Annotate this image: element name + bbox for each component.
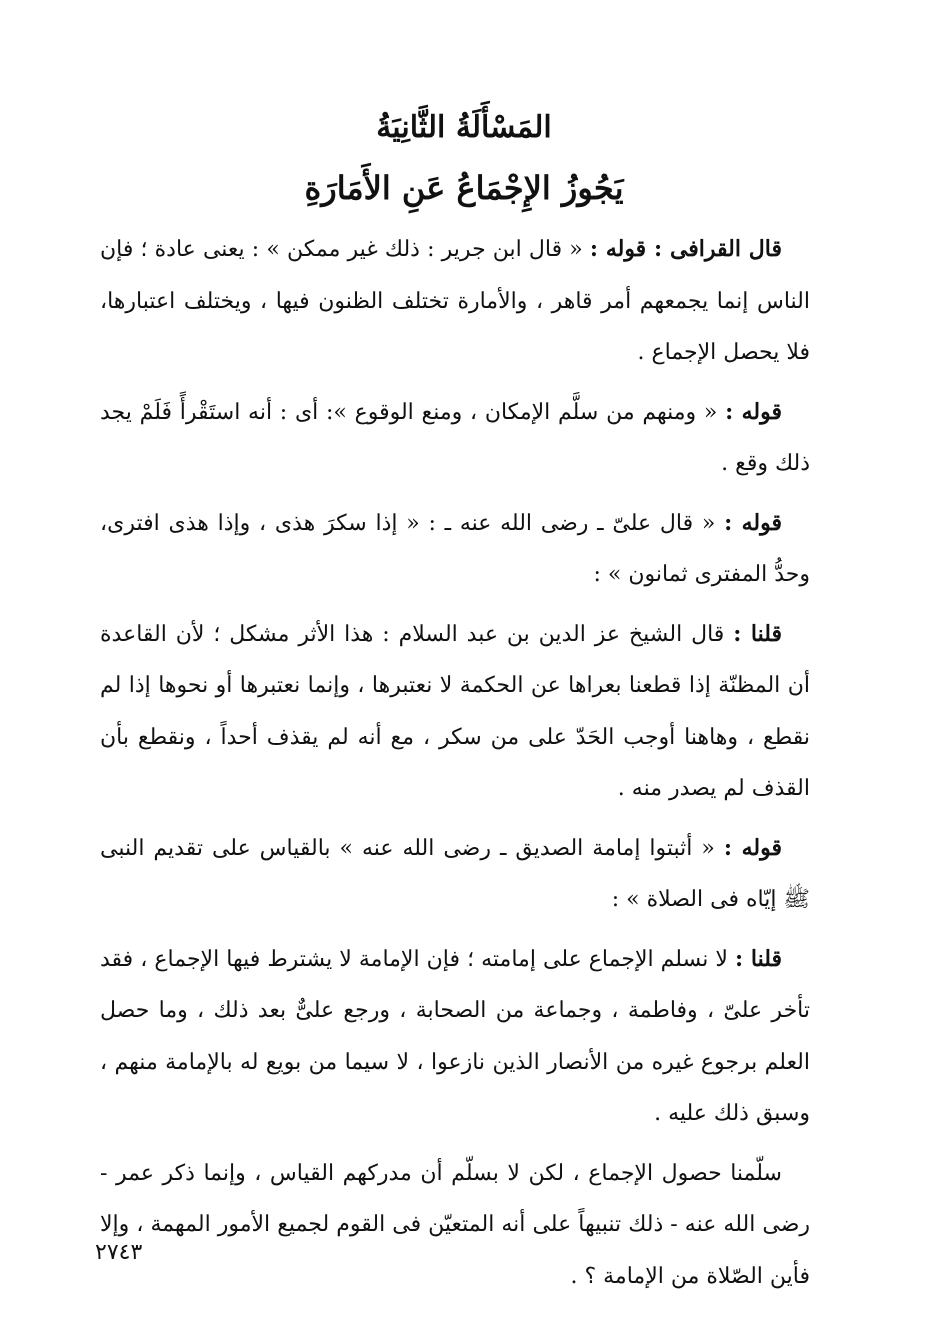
paragraph [100,498,810,601]
paragraph-text: « قال ابن جرير : ذلك غير ممكن » : يعنى عادة ؛ فإن الناس إنما يجمعهم أمر قاهر ، والأمارة تختلف الظنون فيها ، ويختلف اعتبارها، فلا يحصل الإجماع . [100,237,810,365]
paragraph-lead: قلنا : [733,620,783,647]
paragraph [100,224,810,379]
paragraph-text: « أثبتوا إمامة الصديق ـ رضى الله عنه » بالقياس على تقديم النبى ﷺ إيّاه فى الصلاة » : [100,835,810,912]
page-number: ٢٧٤٣ [95,1240,143,1265]
paragraph [100,934,810,1140]
paragraph-lead: قوله : [725,398,782,425]
paragraph-text: لا نسلم الإجماع على إمامته ؛ فإن الإمامة لا يشترط فيها الإجماع ، فقد تأخر علىّ ، وفاطمة ، وجماعة من الصحابة ، ورجع علىٌّ بعد ذلك ، وما حصل العلم برجوع غيره من الأنصار الذين نازعوا ، لا سيما من بويع له بالإمامة منهم ، وسبق ذلك عليه . [100,946,810,1126]
chapter-header [0,98,928,218]
paragraph-text: « قال علىّ ـ رضى الله عنه ـ : « إذا سكرَ هذى ، وإذا هذى افترى، وحدُّ المفترى ثمانون » : [100,510,810,587]
paragraph-text: سلّمنا حصول الإجماع ، لكن لا بسلّم أن مدركهم القياس ، وإنما ذكر عمر - رضى الله عنه - ذلك تنبيهاً على أنه المتعيّن فى القوم لجميع الأمور المهمة ، وإلا فأين الصّلاة من الإمامة ؟ . [100,1160,810,1289]
paragraph [100,609,810,815]
paragraph-lead: قلنا : [735,945,783,972]
paragraph-lead: قوله : [724,509,783,536]
paragraph-lead: قوله : [723,834,782,861]
issue-title: المَسْأَلَةُ الثَّانِيَةُ [376,110,552,145]
paragraph-lead: قال القرافى : قوله : [589,236,782,262]
paragraph-text: « ومنهم من سلَّم الإمكان ، ومنع الوقوع »: أى : أنه استَقْرأً فَلَمْ يجد ذلك وقع . [100,399,810,476]
paragraph-text: قال الشيخ عز الدين بن عبد السلام : هذا الأثر مشكل ؛ لأن القاعدة أن المظنّة إذا قطعنا بعراها عن الحكمة لا نعتبرها ، وإنما نعتبرها أو نحوها إذا لم نقطع ، وهاهنا أوجب الحَدّ على من سكر ، مع أنه لم يقذف أحداً ، ونقطع بأن القذف لم يصدر منه . [100,621,810,801]
paragraph [100,823,810,926]
paragraph [100,387,810,490]
issue-subtitle: يَجُوزُ الإِجْمَاعُ عَنِ الأَمَارَةِ [304,169,624,207]
paragraph [100,1148,810,1303]
body-text [100,224,810,1302]
